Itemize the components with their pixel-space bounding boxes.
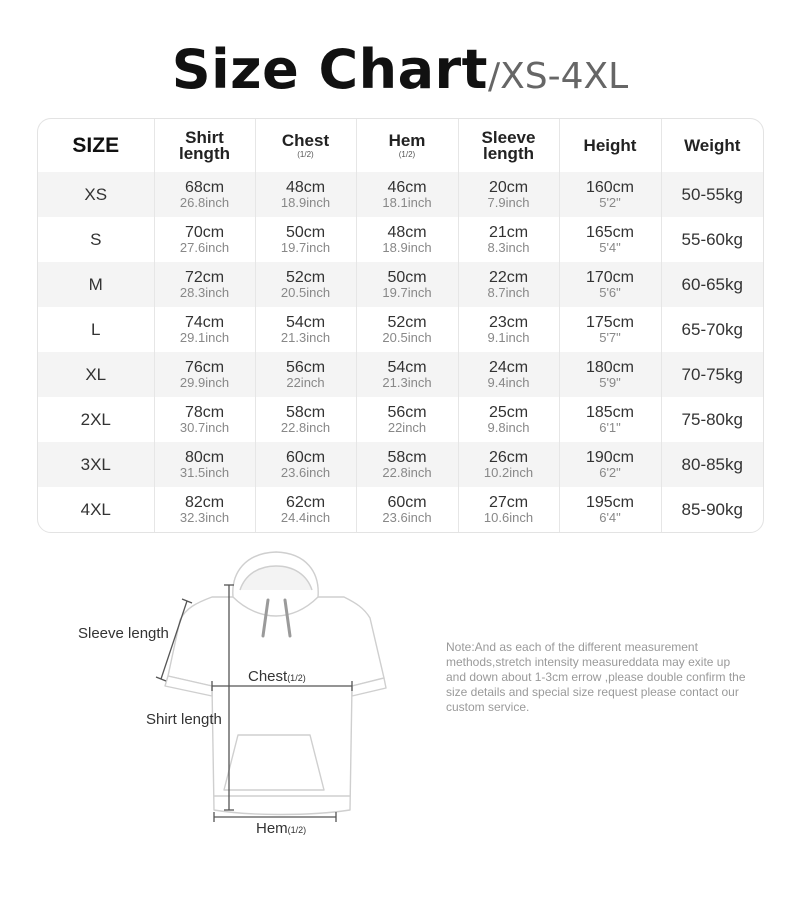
height-cell xyxy=(559,217,661,262)
cm-value: 185cm xyxy=(585,403,635,421)
cm-value: 68cm xyxy=(184,178,225,196)
sleeve-cell xyxy=(458,442,559,487)
sleeve-cell xyxy=(458,307,559,352)
table-row xyxy=(38,397,763,442)
cm-value: 50cm xyxy=(387,268,427,286)
shirt-cell xyxy=(154,487,255,532)
header-hem: Hem (1/2) xyxy=(356,119,458,172)
cm-value: 70cm xyxy=(184,223,225,241)
header-weight: Weight xyxy=(684,135,741,155)
cm-value: 24cm xyxy=(488,358,529,376)
shirt-cell xyxy=(154,217,255,262)
imperial-value: 24.4inch xyxy=(280,509,331,525)
imperial-value: 5'4" xyxy=(599,239,621,255)
sleeve-cell xyxy=(458,172,559,217)
cm-value: 26cm xyxy=(488,448,529,466)
hem-cell xyxy=(356,262,458,307)
imperial-value: 6'1" xyxy=(599,419,621,435)
height-cell xyxy=(559,397,661,442)
cm-value: 58cm xyxy=(387,448,427,466)
cm-value: 160cm xyxy=(585,178,635,196)
imperial-value: 20.5inch xyxy=(382,329,432,345)
imperial-value: 22.8inch xyxy=(382,464,432,480)
hem-cell xyxy=(356,307,458,352)
weight-cell: 50-55kg xyxy=(681,184,743,204)
weight-cell: 55-60kg xyxy=(681,229,743,249)
table-row xyxy=(38,307,763,352)
size-cell: S xyxy=(38,217,154,262)
imperial-value: 5'6" xyxy=(599,284,621,300)
cm-value: 74cm xyxy=(184,313,225,331)
size-table xyxy=(38,119,763,532)
cm-value: 22cm xyxy=(488,268,529,286)
cm-value: 165cm xyxy=(585,223,635,241)
cm-value: 180cm xyxy=(585,358,635,376)
cm-value: 72cm xyxy=(184,268,225,286)
weight-cell: 85-90kg xyxy=(681,499,743,519)
chest-cell xyxy=(255,262,356,307)
title-sub: /XS-4XL xyxy=(487,56,629,97)
header-row xyxy=(38,119,763,172)
table-row xyxy=(38,352,763,397)
cm-value: 82cm xyxy=(184,493,225,511)
chest-cell xyxy=(255,217,356,262)
header-shirt-length: Shirt length xyxy=(154,119,255,172)
shirt-cell xyxy=(154,172,255,217)
imperial-value: 31.5inch xyxy=(179,464,230,480)
imperial-value: 7.9inch xyxy=(487,194,530,210)
imperial-value: 22inch xyxy=(286,374,325,390)
imperial-value: 18.1inch xyxy=(382,194,432,210)
weight-cell: 70-75kg xyxy=(681,364,743,384)
cm-value: 60cm xyxy=(387,493,427,511)
cm-value: 23cm xyxy=(488,313,529,331)
imperial-value: 8.7inch xyxy=(487,284,530,300)
hem-label: Hem(1/2) xyxy=(256,820,307,837)
height-cell xyxy=(559,487,661,532)
imperial-value: 5'7" xyxy=(599,329,621,345)
hem-cell xyxy=(356,397,458,442)
header-height: Height xyxy=(559,119,661,172)
sleeve-cell xyxy=(458,352,559,397)
sleeve-cell xyxy=(458,217,559,262)
imperial-value: 21.3inch xyxy=(280,329,331,345)
cm-value: 80cm xyxy=(184,448,225,466)
imperial-value: 27.6inch xyxy=(179,239,230,255)
cm-value: 56cm xyxy=(285,358,326,376)
shirt-length-label: Shirt length xyxy=(146,711,222,728)
imperial-value: 6'4" xyxy=(599,509,621,525)
chest-label: Chest(1/2) xyxy=(248,668,306,685)
cm-value: 78cm xyxy=(184,403,225,421)
cm-value: 48cm xyxy=(387,223,427,241)
imperial-value: 9.4inch xyxy=(487,374,530,390)
imperial-value: 30.7inch xyxy=(179,419,230,435)
table-row xyxy=(38,487,763,532)
weight-cell: 65-70kg xyxy=(681,319,743,339)
sleeve-cell xyxy=(458,262,559,307)
cm-value: 170cm xyxy=(585,268,635,286)
imperial-value: 29.9inch xyxy=(179,374,230,390)
table-row xyxy=(38,442,763,487)
imperial-value: 22inch xyxy=(387,419,427,435)
cm-value: 76cm xyxy=(184,358,225,376)
title-main: Size Chart xyxy=(171,38,488,101)
cm-value: 21cm xyxy=(488,223,529,241)
cm-value: 54cm xyxy=(285,313,326,331)
header-chest: Chest (1/2) xyxy=(255,119,356,172)
imperial-value: 22.8inch xyxy=(280,419,331,435)
hem-cell xyxy=(356,172,458,217)
cm-value: 50cm xyxy=(285,223,326,241)
hem-cell xyxy=(356,352,458,397)
weight-cell: 80-85kg xyxy=(681,454,743,474)
imperial-value: 5'9" xyxy=(599,374,621,390)
imperial-value: 5'2" xyxy=(599,194,621,210)
height-cell xyxy=(559,172,661,217)
chest-cell xyxy=(255,307,356,352)
height-cell xyxy=(559,262,661,307)
header-sleeve-length: Sleeve length xyxy=(458,119,559,172)
imperial-value: 23.6inch xyxy=(382,509,432,525)
table-row xyxy=(38,262,763,307)
imperial-value: 9.1inch xyxy=(487,329,530,345)
cm-value: 62cm xyxy=(285,493,326,511)
shirt-cell xyxy=(154,262,255,307)
imperial-value: 32.3inch xyxy=(179,509,230,525)
table-row xyxy=(38,172,763,217)
size-cell: 3XL xyxy=(38,442,154,487)
cm-value: 27cm xyxy=(488,493,529,511)
cm-value: 20cm xyxy=(488,178,529,196)
imperial-value: 18.9inch xyxy=(382,239,432,255)
weight-cell: 75-80kg xyxy=(681,409,743,429)
hoodie-illustration xyxy=(0,540,440,870)
cm-value: 190cm xyxy=(585,448,635,466)
size-table-card xyxy=(37,118,764,533)
imperial-value: 20.5inch xyxy=(280,284,331,300)
shirt-cell xyxy=(154,442,255,487)
chest-cell xyxy=(255,172,356,217)
cm-value: 56cm xyxy=(387,403,427,421)
weight-cell: 60-65kg xyxy=(681,274,743,294)
imperial-value: 21.3inch xyxy=(382,374,432,390)
page-title xyxy=(0,38,800,101)
size-cell: 2XL xyxy=(38,397,154,442)
cm-value: 48cm xyxy=(285,178,326,196)
cm-value: 46cm xyxy=(387,178,427,196)
sleeve-length-label: Sleeve length xyxy=(78,625,169,642)
shirt-cell xyxy=(154,397,255,442)
table-row xyxy=(38,217,763,262)
hem-cell xyxy=(356,217,458,262)
shirt-cell xyxy=(154,352,255,397)
size-cell: M xyxy=(38,262,154,307)
cm-value: 175cm xyxy=(585,313,635,331)
imperial-value: 26.8inch xyxy=(179,194,230,210)
imperial-value: 19.7inch xyxy=(382,284,432,300)
sleeve-cell xyxy=(458,397,559,442)
size-cell: XL xyxy=(38,352,154,397)
hem-cell xyxy=(356,442,458,487)
shirt-cell xyxy=(154,307,255,352)
chest-cell xyxy=(255,352,356,397)
hem-cell xyxy=(356,487,458,532)
height-cell xyxy=(559,442,661,487)
chest-cell xyxy=(255,487,356,532)
chest-cell xyxy=(255,442,356,487)
cm-value: 25cm xyxy=(488,403,529,421)
cm-value: 60cm xyxy=(285,448,326,466)
imperial-value: 23.6inch xyxy=(280,464,331,480)
imperial-value: 10.6inch xyxy=(483,509,534,525)
cm-value: 52cm xyxy=(387,313,427,331)
sleeve-cell xyxy=(458,487,559,532)
imperial-value: 9.8inch xyxy=(487,419,530,435)
chest-cell xyxy=(255,397,356,442)
size-cell: L xyxy=(38,307,154,352)
imperial-value: 10.2inch xyxy=(483,464,534,480)
hoodie-diagram xyxy=(0,540,440,870)
height-cell xyxy=(559,352,661,397)
imperial-value: 6'2" xyxy=(599,464,621,480)
cm-value: 52cm xyxy=(285,268,326,286)
imperial-value: 8.3inch xyxy=(487,239,530,255)
imperial-value: 18.9inch xyxy=(280,194,331,210)
measurement-note: Note:And as each of the different measurement methods,stretch intensity measureddata may exite up and down about 1-3cm errow ,please double confirm the size details and special size request please contact our custom service. xyxy=(446,640,746,714)
size-cell: 4XL xyxy=(38,487,154,532)
height-cell xyxy=(559,307,661,352)
header-size: SIZE xyxy=(38,119,154,172)
imperial-value: 29.1inch xyxy=(179,329,230,345)
size-cell: XS xyxy=(38,172,154,217)
cm-value: 195cm xyxy=(585,493,635,511)
cm-value: 58cm xyxy=(285,403,326,421)
cm-value: 54cm xyxy=(387,358,427,376)
imperial-value: 19.7inch xyxy=(280,239,331,255)
imperial-value: 28.3inch xyxy=(179,284,230,300)
